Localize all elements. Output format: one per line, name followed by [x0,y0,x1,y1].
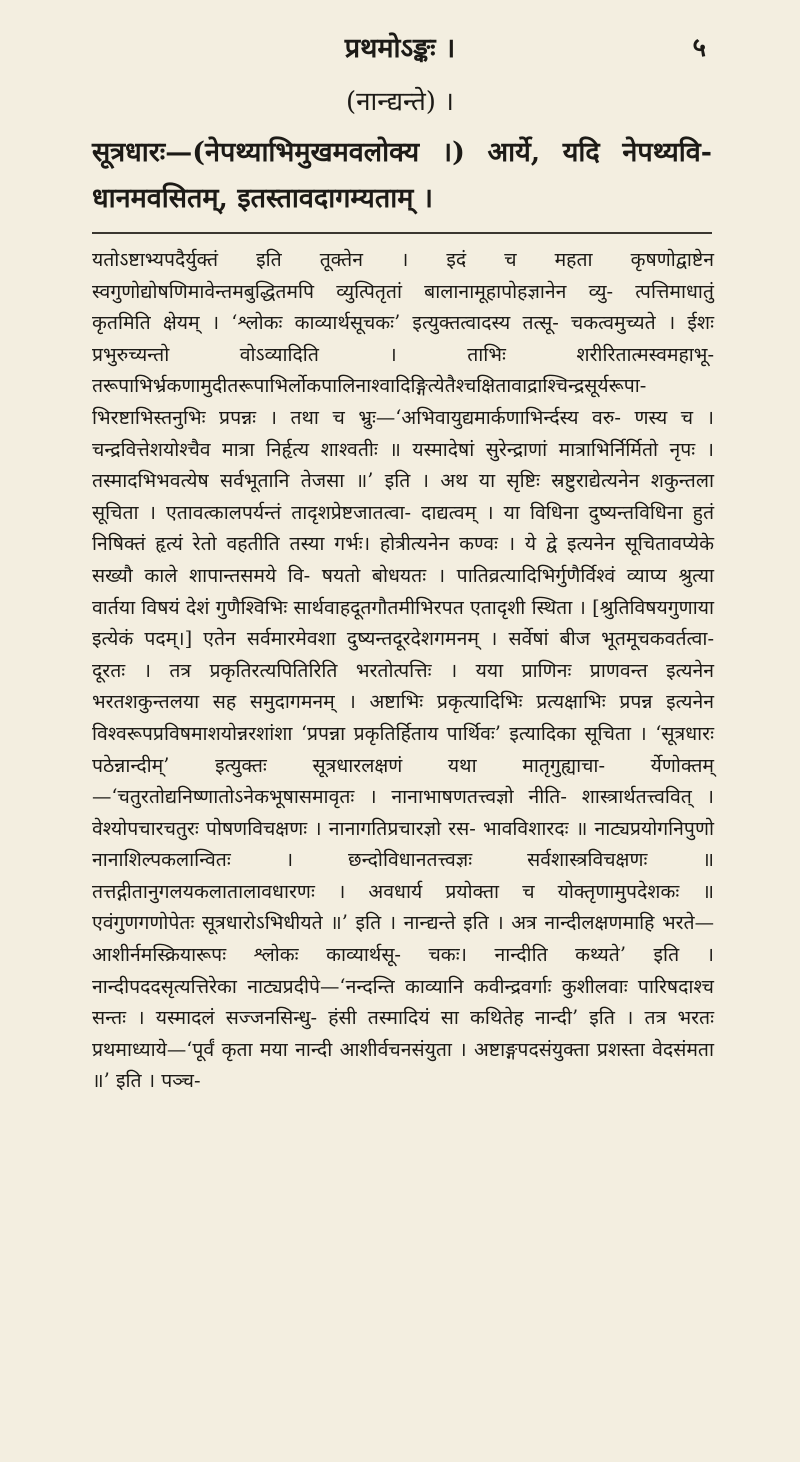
commentary-text: यतोऽष्टाभ्यपदैर्युक्तं इति तूक्तेन । इदं च महता कृषणोद्वाष्टेन स्वगुणोद्योषणिमावेन्तमबुद्धितमपि व्युत्पितृतां बालानामूहापोहज्ञानेन व्यु- त्पत्तिमाधातुं कृतमिति क्षेयम् । ‘श्लोकः काव्यार्थसूचकः’ इत्युक्तत्वादस्य तत्सू- चकत्वमुच्यते । ईशः प्रभुरुच्यन्तो वोऽव्यादिति । ताभिः शरीरितात्मस्वमहाभू- तरूपाभिर्भ्रकणामुदीतरूपाभिर्लोकपालिनाश्वादिङ्गित्येतैश्चक्षितावाद्राश्चिन्द्रसूर्यरूपा- भिरष्टाभिस्तनुभिः प्रपन्नः । तथा च भ्रुः—‘अभिवायुद्यमार्कणाभिर्न्दस्य वरु- णस्य च । चन्द्रवित्तेशयोश्चैव मात्रा निर्हृत्य शाश्वतीः ॥ यस्मादेषां सुरेन्द्राणां मात्राभिर्निर्मितो नृपः । तस्मादभिभवत्येष सर्वभूतानि तेजसा ॥’ इति । अथ या सृष्टिः स्रष्टुराद्येत्यनेन शकुन्तला सूचिता । एतावत्कालपर्यन्तं तादृशप्रेष्टजातत्वा- दाद्यत्वम् । या विधिना दुष्यन्तविधिना हुतं निषिक्तं हृत्यं रेतो वहतीति तस्या गर्भः। होत्रीत्यनेन कण्वः । ये द्वे इत्यनेन सूचितावप्येके सख्यौ काले शापान्तसमये वि- षयतो बोधयतः । पातिव्रत्यादिभिर्गुणैर्विश्वं व्याप्य श्रुत्या वार्तया विषयं देशं गुणैश्विभिः सार्थवाहदूतगौतमीभिरपत एतादृशी स्थिता । [श्रुतिविषयगुणाया इत्येकं पदम्।] एतेन सर्वमारमेवशा दुष्यन्तदूरदेशगमनम् । सर्वेषां बीज भूतमूचकवर्तत्वा- दूरतः । तत्र प्रकृतिरत्यपितिरिति भरतोत्पत्तिः । यया प्राणिनः प्राणवन्त इत्यनेन भरतशकुन्तलया सह समुदागमनम् । अष्टाभिः प्रकृत्यादिभिः प्रत्यक्षाभिः प्रपन्न इत्यनेन विश्वरूपप्रविषमाशयोन्नरशांशा ‘प्रपन्ना प्रकृतिर्हिताय पार्थिवः’ इत्यादिका सूचिता । ‘सूत्रधारः पठेन्नान्दीम्’ इत्युक्तः सूत्रधारलक्षणं यथा मातृगुह्याचा- र्येणोक्तम्—‘चतुरतोद्यनिष्णातोऽनेकभूषासमावृतः । नानाभाषणतत्त्वज्ञो नीति- शास्त्रार्थतत्त्ववित् । वेश्योपचारचतुरः पोषणविचक्षणः । नानागतिप्रचारज्ञो रस- भावविशारदः ॥ नाट्यप्रयोगनिपुणो नानाशिल्पकलान्वितः । छन्दोविधानतत्त्वज्ञः सर्वशास्त्रविचक्षणः ॥ तत्तद्गीतानुगलयकलातालावधारणः । अवधार्य प्रयोक्ता च योक्तृणामुपदेशकः ॥ एवंगुणगणोपेतः सूत्रधारोऽभिधीयते ॥’ इति । नान्द्यन्ते इति । अत्र नान्दीलक्षणमाहि भरते—आशीर्नमस्क्रियारूपः श्लोकः काव्यार्थसू- चकः। नान्दीति कथ्यते’ इति । नान्दीपददसृत्यत्तिरेका नाट्यप्रदीपे—‘नन्दन्ति काव्यानि कवीन्द्रवर्गाः कुशीलवाः पारिषदाश्च सन्तः । यस्मादलं सज्जनसिन्धु- हंसी तस्मादियं सा कथितेह नान्दी’ इति । तत्र भरतः प्रथमाध्याये—‘पूर्वं कृता मया नान्दी आशीर्वचनसंयुता । अष्टाङ्गपदसंयुक्ता प्रशस्ता वेदसंमता ॥’ इति । पञ्च- [92,248,714,1093]
speaker-name: सूत्रधारः [92,137,166,168]
stage-direction-heading: (नान्द्यन्ते) । [345,87,455,117]
page-number: ५ [692,33,706,63]
running-head [0,28,800,68]
running-title: प्रथमोऽङ्कः । [344,33,456,64]
verse-text: —(नेपथ्याभिमुखमवलोक्य ।) आर्ये, यदि नेपथ्यवि- धानमवसितम्, इतस्तावदागम्यताम् । [92,137,712,214]
verse-block [92,130,712,222]
section-divider [92,232,712,234]
